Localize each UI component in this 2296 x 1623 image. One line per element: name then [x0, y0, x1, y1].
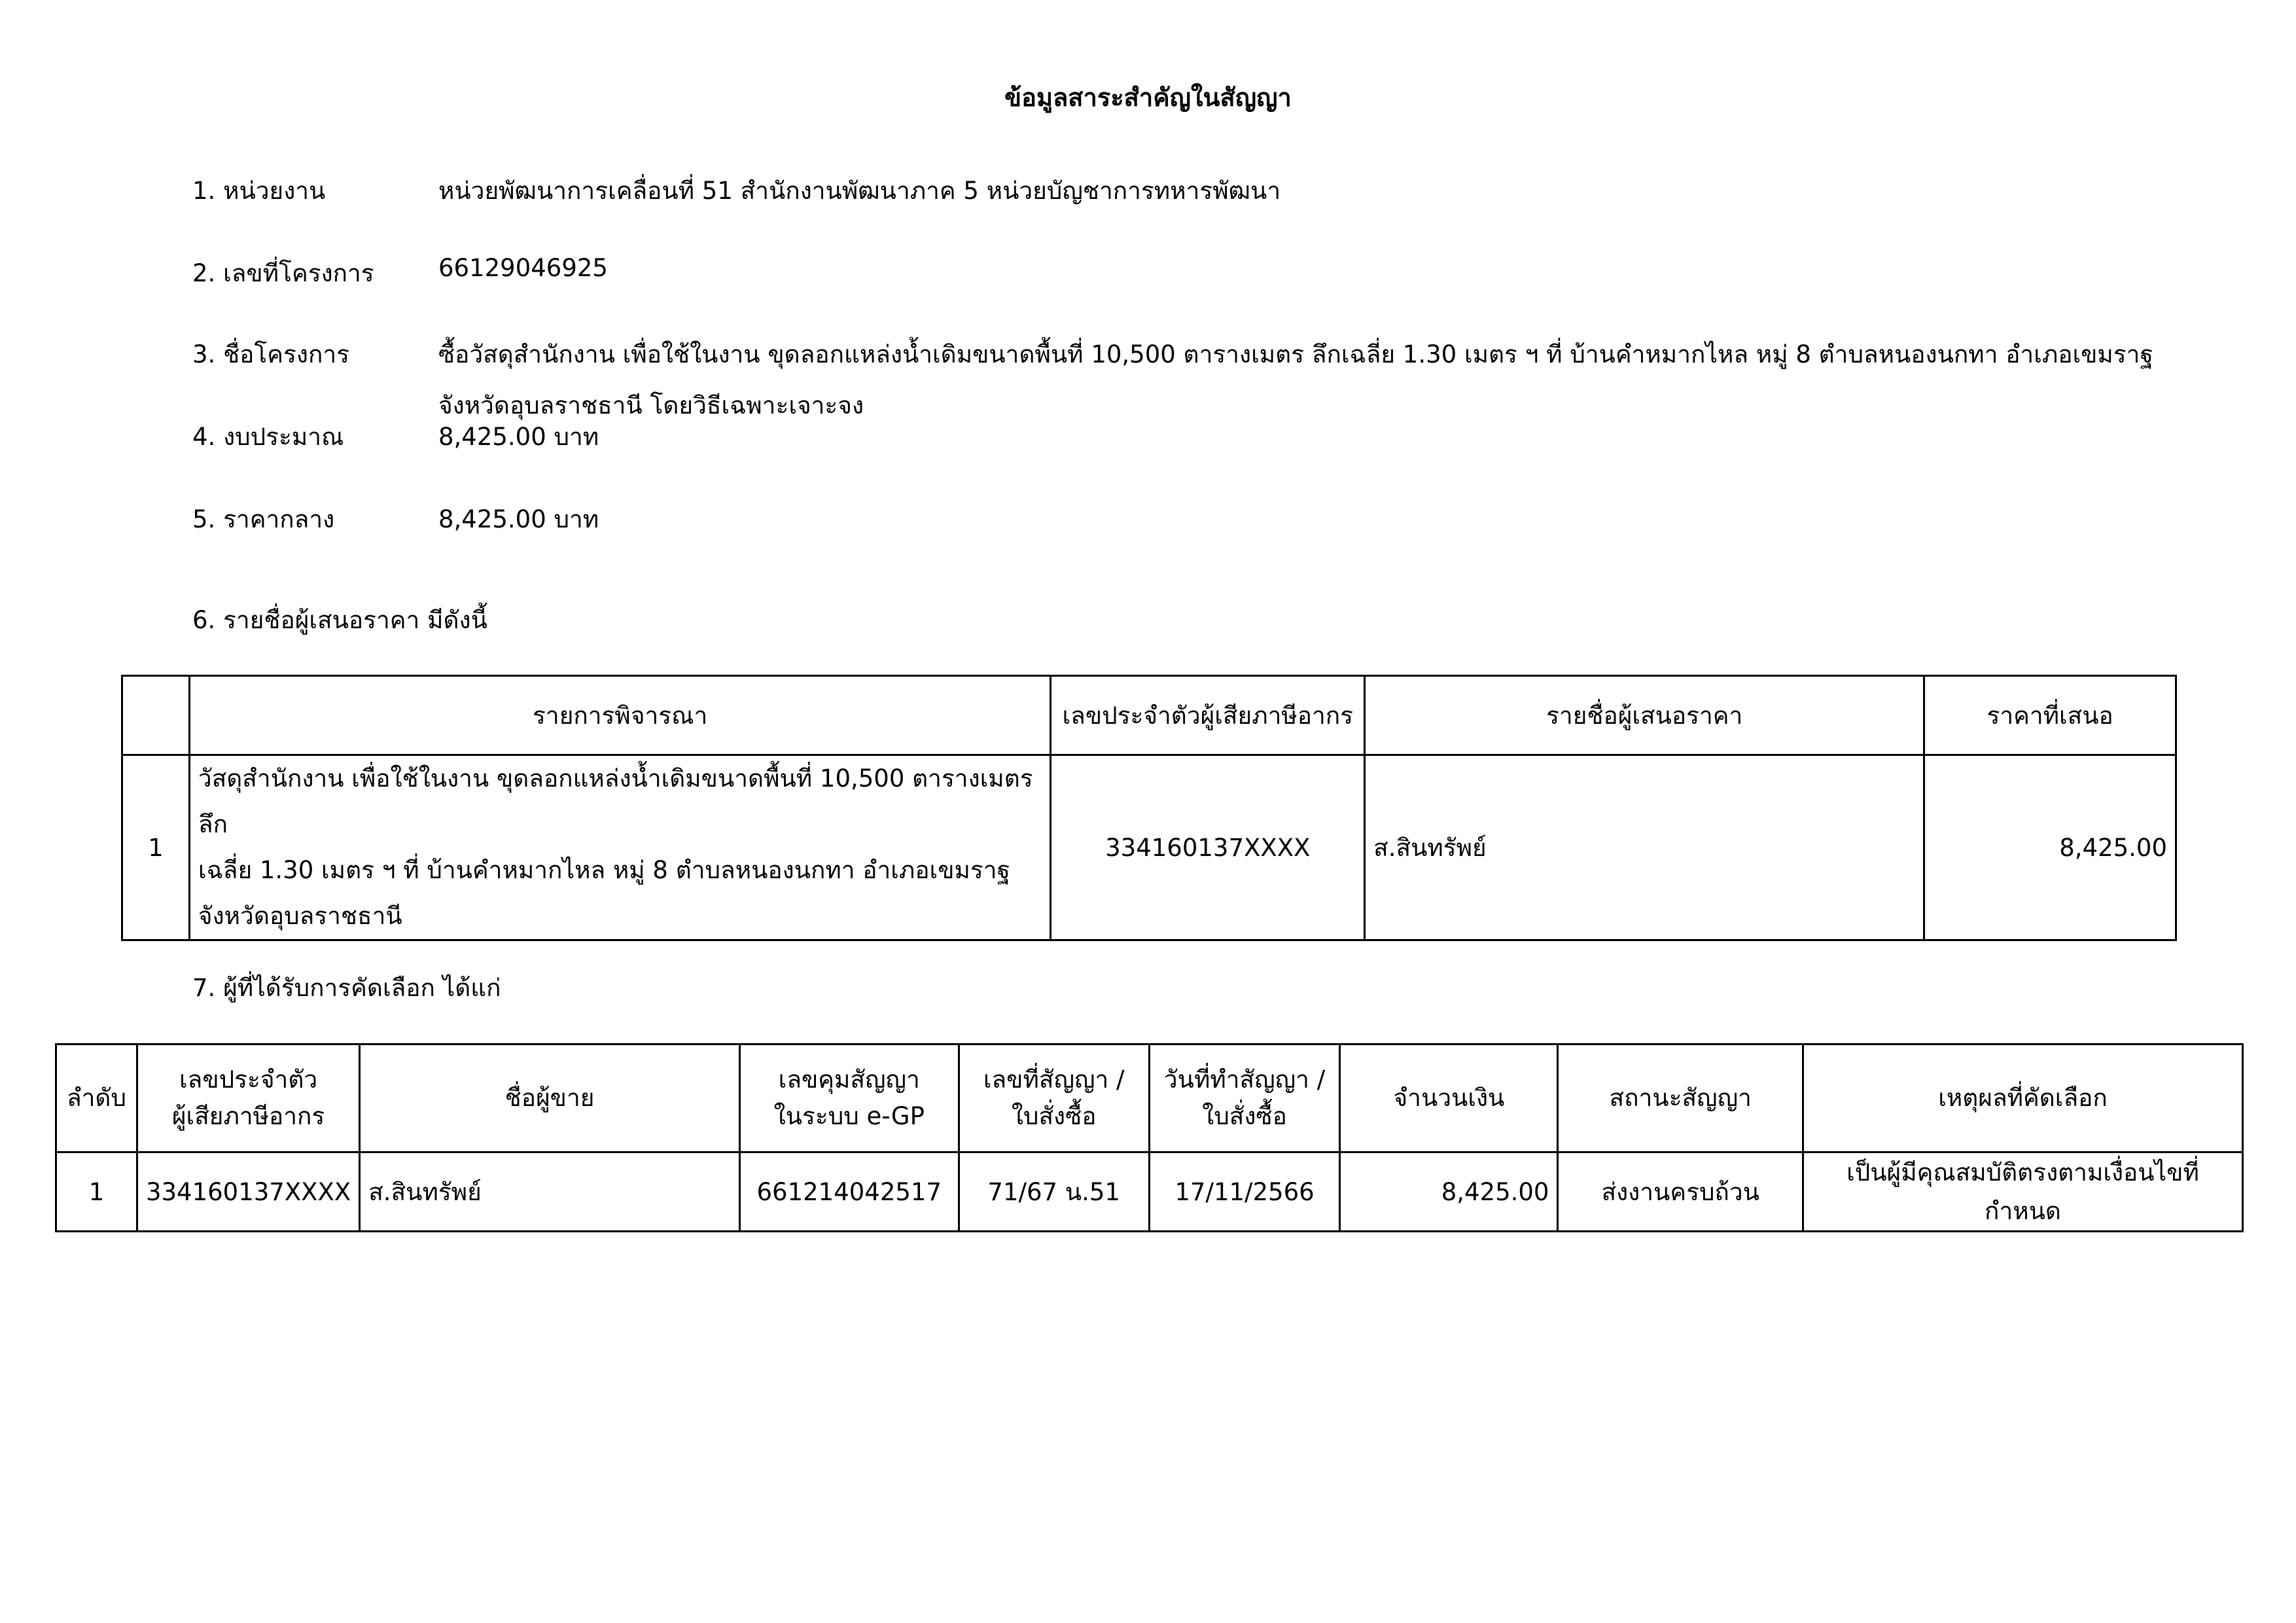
- bidders-header-no: [122, 676, 190, 755]
- winner-header-seller: ชื่อผู้ขาย: [360, 1044, 740, 1152]
- project-name-value-line1: ซื้อวัสดุสำนักงาน เพื่อใช้ในงาน ขุดลอกแหล่งน้ำเดิมขนาดพื้นที่ 10,500 ตารางเมตร ลึกเฉลี่ย 1.30 เมตร ฯ ที่ บ้านคำหมากไหล หมู่ 8 ตำบลหนองนกทา อำเภอเขมราฐ: [438, 340, 2153, 368]
- winner-header-tax-id: [137, 1044, 359, 1152]
- bidders-item-line1: วัสดุสำนักงาน เพื่อใช้ในงาน ขุดลอกแหล่งน้ำเดิมขนาดพื้นที่ 10,500 ตารางเมตร ลึก: [198, 764, 1033, 838]
- bidders-cell-bidder: ส.สินทรัพย์: [1365, 755, 1924, 940]
- winner-cell-no: 1: [56, 1152, 137, 1232]
- winner-header-contract-date: [1149, 1044, 1340, 1152]
- winner-header-contract-no: [959, 1044, 1149, 1152]
- winner-header-contract-date-line2: ใบสั่งซื้อ: [1202, 1102, 1287, 1130]
- winner-cell-tax-id: 334160137XXXX: [137, 1152, 359, 1232]
- winner-cell-seller: ส.สินทรัพย์: [360, 1152, 740, 1232]
- bidders-table-header-row: [122, 676, 2176, 755]
- bidders-table: [121, 675, 2177, 941]
- agency-label: 1. หน่วยงาน: [192, 177, 326, 205]
- bidders-cell-no: 1: [122, 755, 190, 940]
- bidders-header-bidder: รายชื่อผู้เสนอราคา: [1365, 676, 1924, 755]
- winner-cell-reason: เป็นผู้มีคุณสมบัติตรงตามเงื่อนไขที่กำหนด: [1803, 1152, 2242, 1232]
- winner-cell-amount: 8,425.00: [1340, 1152, 1558, 1232]
- agency-value: หน่วยพัฒนาการเคลื่อนที่ 51 สำนักงานพัฒนาภาค 5 หน่วยบัญชาการทหารพัฒนา: [438, 177, 1281, 205]
- winner-header-tax-id-line2: ผู้เสียภาษีอากร: [171, 1102, 325, 1130]
- project-name-label: 3. ชื่อโครงการ: [192, 340, 350, 368]
- winner-header-contract-date-line1: วันที่ทำสัญญา /: [1163, 1065, 1326, 1094]
- winner-header-amount: จำนวนเงิน: [1340, 1044, 1558, 1152]
- bidders-item-line3: จังหวัดอุบลราชธานี: [198, 902, 402, 930]
- winner-header-tax-id-line1: เลขประจำตัว: [179, 1065, 318, 1094]
- bidders-header-price: ราคาที่เสนอ: [1924, 676, 2176, 755]
- winner-cell-contract-no: 71/67 น.51: [959, 1152, 1149, 1232]
- table-row: [56, 1152, 2243, 1232]
- winner-header-reason: เหตุผลที่คัดเลือก: [1803, 1044, 2242, 1152]
- winner-header-no: ลำดับ: [56, 1044, 137, 1152]
- bidders-heading: 6. รายชื่อผู้เสนอราคา มีดังนี้: [192, 606, 487, 634]
- project-no-label: 2. เลขที่โครงการ: [192, 259, 374, 287]
- bidders-cell-price: 8,425.00: [1924, 755, 2176, 940]
- winner-header-contract-no-line1: เลขที่สัญญา /: [983, 1065, 1125, 1094]
- winner-header-control-no: [739, 1044, 959, 1152]
- winner-header-control-no-line2: ในระบบ e-GP: [773, 1102, 925, 1130]
- bidders-header-tax-id: เลขประจำตัวผู้เสียภาษีอากร: [1051, 676, 1365, 755]
- winner-table: [55, 1043, 2244, 1232]
- bidders-cell-item: [189, 755, 1050, 940]
- median-price-label: 5. ราคากลาง: [192, 505, 335, 533]
- winner-table-header-row: [56, 1044, 2243, 1152]
- winner-cell-control-no: 661214042517: [739, 1152, 959, 1232]
- table-row: [122, 755, 2176, 940]
- bidders-cell-tax-id: 334160137XXXX: [1051, 755, 1365, 940]
- project-no-value: 66129046925: [438, 254, 608, 282]
- winner-header-contract-no-line2: ใบสั่งซื้อ: [1011, 1102, 1097, 1130]
- document-title: ข้อมูลสาระสำคัญในสัญญา: [1004, 83, 1292, 112]
- median-price-value: 8,425.00 บาท: [438, 505, 599, 533]
- budget-label: 4. งบประมาณ: [192, 423, 344, 451]
- winner-heading: 7. ผู้ที่ได้รับการคัดเลือก ได้แก่: [192, 974, 501, 1002]
- winner-header-status: สถานะสัญญา: [1558, 1044, 1803, 1152]
- winner-cell-status: ส่งงานครบถ้วน: [1558, 1152, 1803, 1232]
- bidders-header-item: รายการพิจารณา: [189, 676, 1050, 755]
- winner-cell-contract-date: 17/11/2566: [1149, 1152, 1340, 1232]
- bidders-item-line2: เฉลี่ย 1.30 เมตร ฯ ที่ บ้านคำหมากไหล หมู่ 8 ตำบลหนองนกทา อำเภอเขมราฐ: [198, 856, 1010, 884]
- budget-value: 8,425.00 บาท: [438, 423, 599, 451]
- project-name-value-line2: จังหวัดอุบลราชธานี โดยวิธีเฉพาะเจาะจง: [438, 391, 864, 419]
- winner-header-control-no-line1: เลขคุมสัญญา: [778, 1065, 920, 1094]
